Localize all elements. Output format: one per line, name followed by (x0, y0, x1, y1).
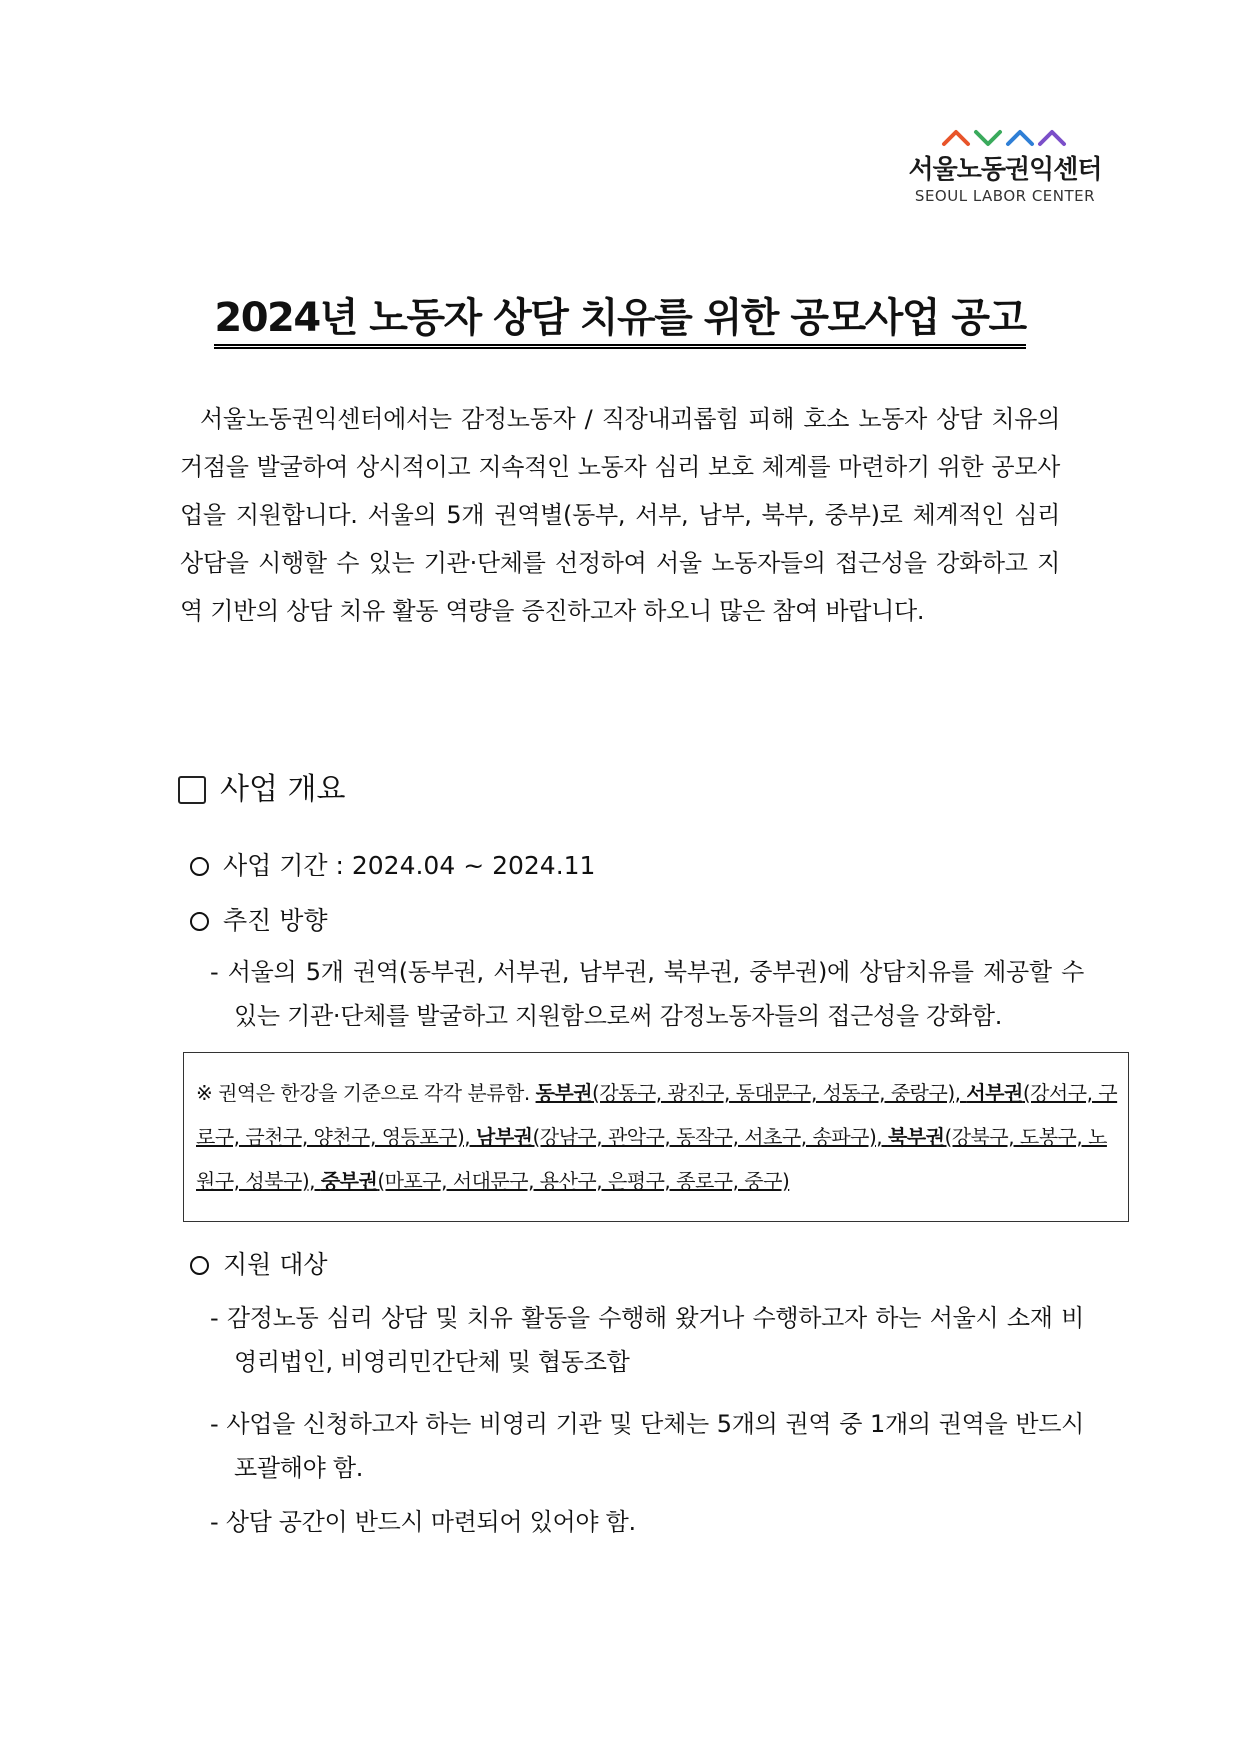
direction-detail: - 서울의 5개 권역(동부권, 서부권, 남부권, 북부권, 중부권)에 상담치유를 제공할 수 있는 기관·단체를 발굴하고 지원함으로써 감정노동자들의 접근성을 강화함. (210, 958, 1084, 1030)
region-districts: (마포구, 서대문구, 용산구, 은평구, 종로구, 중구) (377, 1169, 790, 1193)
title-text: 2024년 노동자 상담 치유를 위한 공모사업 공고 (214, 295, 1025, 349)
direction-item (190, 903, 328, 939)
intro-paragraph: 서울노동권익센터에서는 감정노동자 / 직장내괴롭힘 피해 호소 노동자 상담 치유의 거점을 발굴하여 상시적이고 지속적인 노동자 심리 보호 체계를 마련하기 위한 공모사업을 지원합니다. 서울의 5개 권역별(동부, 서부, 남부, 북부, 중부)로 체계적인 심리 상담을 시행할 수 있는 기관·단체를 선정하여 서울 노동자들의 접근성을 강화하고 지역 기반의 상담 치유 활동 역량을 증진하고자 하오니 많은 참여 바랍니다. (180, 405, 1060, 625)
circle-bullet-icon (190, 1256, 209, 1275)
target-detail-3: - 상담 공간이 반드시 마련되어 있어야 함. (210, 1508, 636, 1536)
target-item (190, 1247, 328, 1283)
document-title (0, 286, 1240, 343)
logo-name-english: SEOUL LABOR CENTER (914, 187, 1096, 205)
circle-bullet-icon (190, 912, 209, 931)
section-heading (178, 768, 345, 812)
logo-chevrons-icon (940, 128, 1070, 148)
region-districts: (강서구, 구로구, 금천구, 양천구, 영등포구), (196, 1081, 1118, 1149)
organization-logo (905, 128, 1105, 206)
region-name: 동부권 (535, 1081, 593, 1105)
region-name: 서부권 (966, 1081, 1023, 1105)
region-districts: (강동구, 광진구, 동대문구, 성동구, 중랑구), (592, 1081, 967, 1105)
circle-bullet-icon (190, 857, 209, 876)
square-bullet-icon (178, 776, 206, 804)
target-label: 지원 대상 (223, 1250, 328, 1279)
logo-name-korean: 서울노동권익센터 (908, 155, 1102, 185)
region-note-box (183, 1052, 1129, 1222)
region-name: 중부권 (320, 1169, 378, 1193)
direction-label: 추진 방향 (223, 906, 328, 935)
region-districts: (강남구, 관악구, 동작구, 서초구, 송파구), (532, 1125, 888, 1149)
target-detail-2: - 사업을 신청하고자 하는 비영리 기관 및 단체는 5개의 권역 중 1개의 권역을 반드시 포괄해야 함. (210, 1410, 1084, 1482)
target-detail-1: - 감정노동 심리 상담 및 치유 활동을 수행해 왔거나 수행하고자 하는 서울시 소재 비영리법인, 비영리민간단체 및 협동조합 (210, 1304, 1084, 1376)
note-prefix: ※ 권역은 한강을 기준으로 각각 분류함. (196, 1081, 536, 1105)
section-heading-text: 사업 개요 (220, 772, 346, 807)
region-districts: (강북구, 도봉구, 노원구, 성북구), (196, 1125, 1107, 1193)
region-name: 북부권 (887, 1125, 945, 1149)
period-item (190, 848, 595, 884)
period-text: 사업 기간 : 2024.04 ~ 2024.11 (223, 851, 596, 880)
region-name: 남부권 (476, 1125, 533, 1149)
